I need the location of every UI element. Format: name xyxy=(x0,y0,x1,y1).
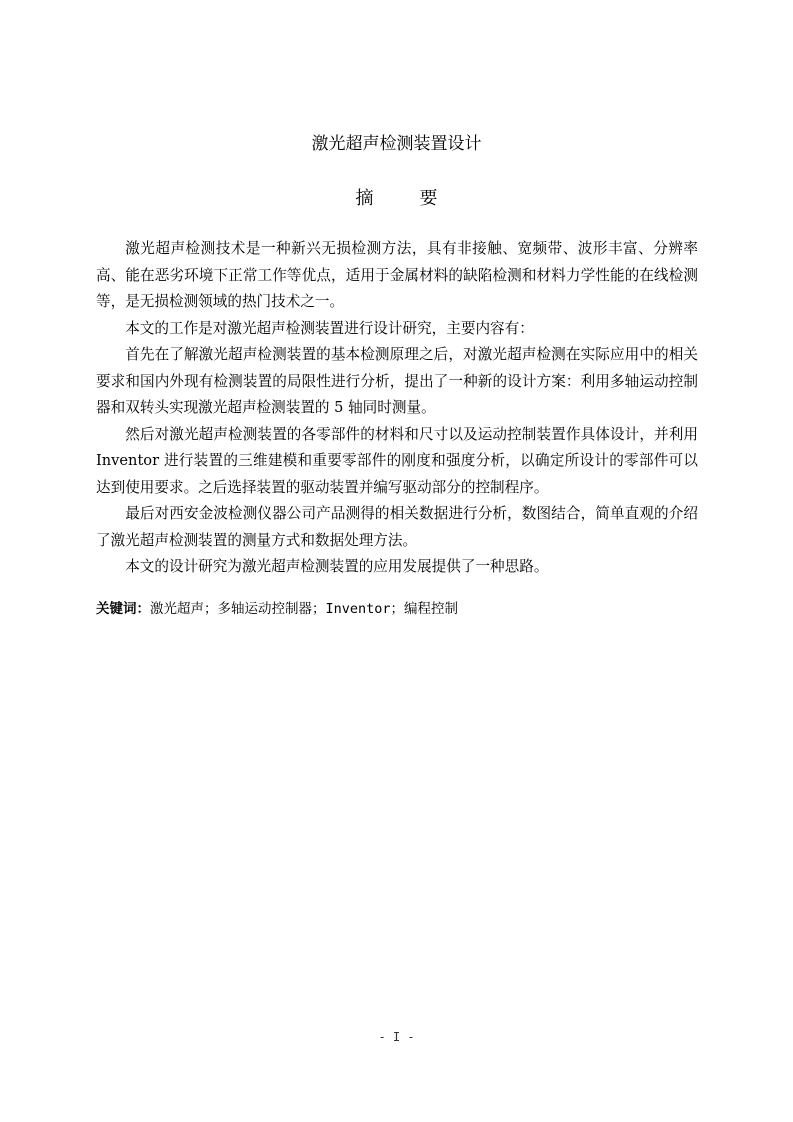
abstract-paragraph-2: 本文的工作是对激光超声检测装置进行设计研究，主要内容有： xyxy=(125,319,534,337)
abstract-body xyxy=(96,236,698,581)
abstract-paragraph-5: 最后对西安金波检测仪器公司产品测得的相关数据进行分析，数图结合，简单直观的介绍了激光超声检测装置的测量方式和数据处理方法。 xyxy=(96,505,698,549)
document-title: 激光超声检测装置设计 xyxy=(311,134,482,154)
page-number: - I - xyxy=(378,1030,415,1044)
abstract-paragraph-1: 激光超声检测技术是一种新兴无损检测方法，具有非接触、宽频带、波形丰富、分辨率高、能在恶劣环境下正常工作等优点，适用于金属材料的缺陷检测和材料力学性能的在线检测等，是无损检测领域的热门技术之一。 xyxy=(96,240,698,310)
keywords-label: 关键词： xyxy=(96,601,150,617)
abstract-paragraph-4: 然后对激光超声检测装置的各零部件的材料和尺寸以及运动控制装置作具体设计，并利用 Inventor 进行装置的三维建模和重要零部件的刚度和强度分析，以确定所设计的零部件可以达到使用要求。之后选择装置的驱动装置并编写驱动部分的控制程序。 xyxy=(96,425,698,496)
abstract-heading xyxy=(0,186,793,212)
abstract-heading-char-1: 摘 xyxy=(355,188,374,209)
keywords-text: 激光超声；多轴运动控制器；Inventor；编程控制 xyxy=(150,601,459,617)
abstract-paragraph-3: 首先在了解激光超声检测装置的基本检测原理之后，对激光超声检测在实际应用中的相关要求和国内外现有检测装置的局限性进行分析，提出了一种新的设计方案：利用多轴运动控制器和双转头实现激光超声检测装置的 5 轴同时测量。 xyxy=(96,346,698,416)
abstract-paragraph-6: 本文的设计研究为激光超声检测装置的应用发展提供了一种思路。 xyxy=(125,558,549,575)
keywords-line xyxy=(96,598,698,620)
abstract-heading-char-2: 要 xyxy=(419,188,438,209)
